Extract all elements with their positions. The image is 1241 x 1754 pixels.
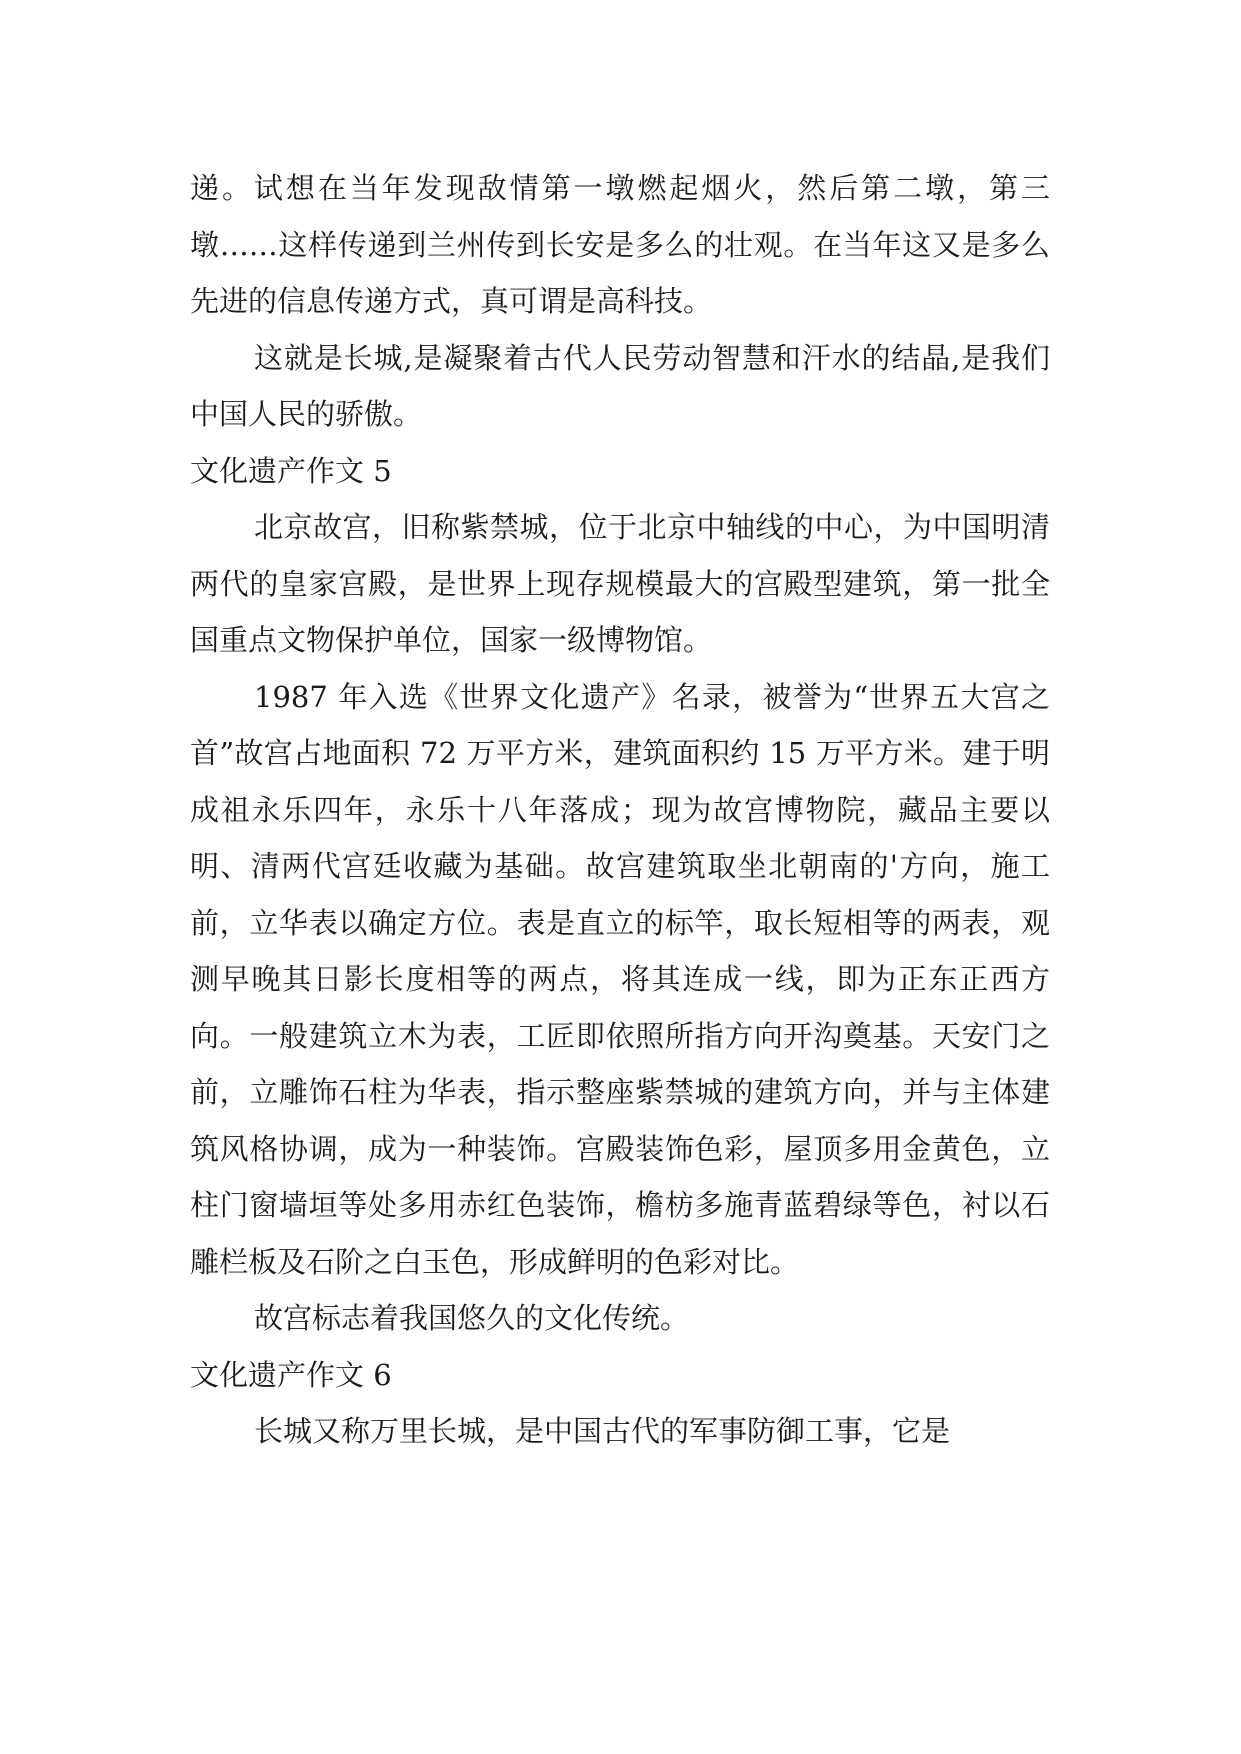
- document-body: [190, 160, 1050, 1460]
- paragraph-beacon-relay: 递。试想在当年发现敌情第一墩燃起烟火，然后第二墩，第三墩……这样传递到兰州传到长安是多么的壮观。在当年这又是多么先进的信息传递方式，真可谓是高科技。: [190, 171, 1050, 318]
- paragraph-forbidden-city-intro: 北京故宫，旧称紫禁城，位于北京中轴线的中心，为中国明清两代的皇家宫殿，是世界上现存规模最大的宫殿型建筑，第一批全国重点文物保护单位，国家一级博物馆。: [190, 510, 1050, 657]
- paragraph-great-wall-intro: 长城又称万里长城，是中国古代的军事防御工事，它是: [254, 1414, 951, 1448]
- section-heading-essay-5: 文化遗产作文 5: [190, 453, 392, 488]
- paragraph-forbidden-city-tradition: 故宫标志着我国悠久的文化传统。: [254, 1301, 690, 1335]
- section-heading-essay-6: 文化遗产作文 6: [190, 1357, 392, 1392]
- paragraph-forbidden-city-details: 1987 年入选《世界文化遗产》名录，被誉为“世界五大宫之首”故宫占地面积 72 万平方米，建筑面积约 15 万平方米。建于明成祖永乐四年，永乐十八年落成；现为故宫博物院，藏品主要以明、清两代宫廷收藏为基础。故宫建筑取坐北朝南的'方向，施工前，立华表以确定方位。表是直立的标竿，取长短相等的两表，观测早晚其日影长度相等的两点，将其连成一线，即为正东正西方向。一般建筑立木为表，工匠即依照所指方向开沟奠基。天安门之前，立雕饰石柱为华表，指示整座紫禁城的建筑方向，并与主体建筑风格协调，成为一种装饰。宫殿装饰色彩，屋顶多用金黄色，立柱门窗墙垣等处多用赤红色装饰，檐枋多施青蓝碧绿等色，衬以石雕栏板及石阶之白玉色，形成鲜明的色彩对比。: [190, 679, 1050, 1279]
- paragraph-great-wall-pride: 这就是长城,是凝聚着古代人民劳动智慧和汗水的结晶,是我们中国人民的骄傲。: [190, 340, 1050, 431]
